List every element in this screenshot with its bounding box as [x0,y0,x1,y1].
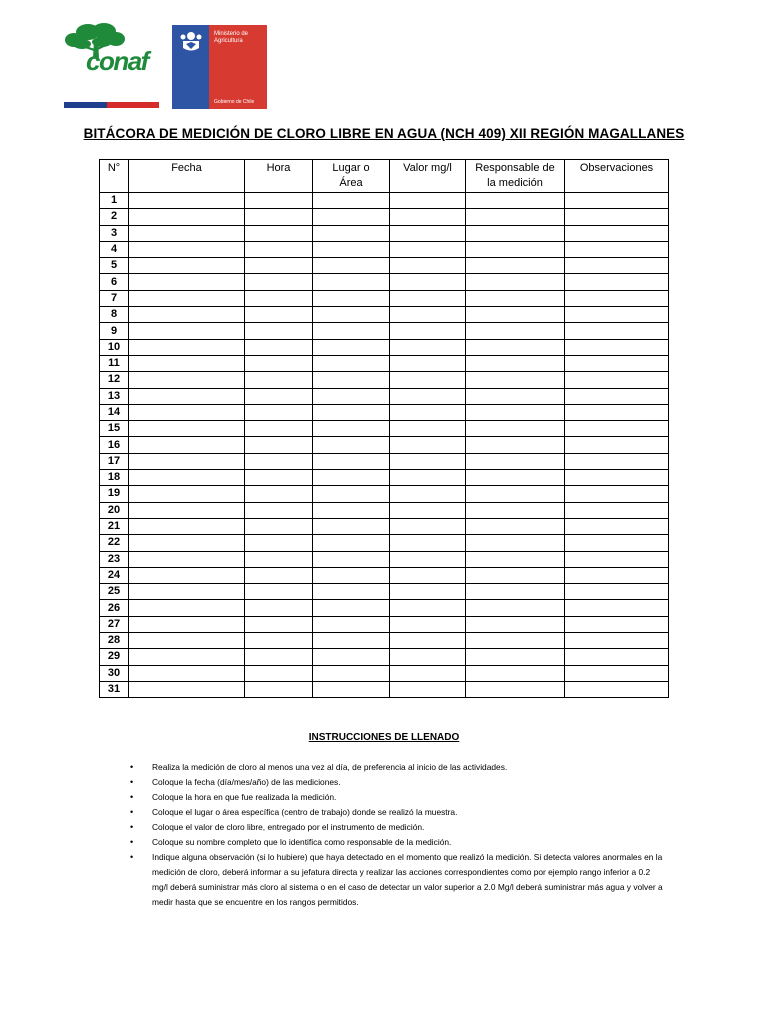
instruction-item: • Coloque la hora en que fue realizada la medición. [127,790,663,805]
entry-cell[interactable] [466,225,565,241]
entry-cell[interactable] [129,567,245,583]
entry-cell[interactable] [313,616,390,632]
entry-cell[interactable] [466,681,565,697]
row-number: 8 [100,307,129,323]
entry-cell[interactable] [313,307,390,323]
entry-cell[interactable] [129,502,245,518]
table-row [100,633,669,649]
measurement-log-table [99,159,669,698]
row-number: 3 [100,225,129,241]
entry-cell[interactable] [390,421,466,437]
entry-cell[interactable] [565,404,669,420]
entry-cell[interactable] [390,535,466,551]
entry-cell[interactable] [466,307,565,323]
entry-cell[interactable] [565,290,669,306]
entry-cell[interactable] [313,453,390,469]
table-row [100,355,669,371]
table-row [100,535,669,551]
row-number: 13 [100,388,129,404]
column-header: N° [100,160,129,193]
row-number: 25 [100,584,129,600]
entry-cell[interactable] [313,193,390,209]
instructions-heading: INSTRUCCIONES DE LLENADO [308,732,460,743]
entry-cell[interactable] [466,486,565,502]
entry-cell[interactable] [565,209,669,225]
entry-cell[interactable] [245,290,313,306]
row-number: 11 [100,355,129,371]
entry-cell[interactable] [466,567,565,583]
entry-cell[interactable] [129,241,245,257]
entry-cell[interactable] [390,209,466,225]
entry-cell[interactable] [390,241,466,257]
entry-cell[interactable] [390,437,466,453]
entry-cell[interactable] [565,339,669,355]
column-header: Hora [245,160,313,193]
entry-cell[interactable] [245,453,313,469]
row-number: 23 [100,551,129,567]
entry-cell[interactable] [129,323,245,339]
instruction-item: • Coloque el valor de cloro libre, entregado por el instrumento de medición. [127,820,663,835]
table-row [100,502,669,518]
entry-cell[interactable] [245,649,313,665]
entry-cell[interactable] [313,567,390,583]
entry-cell[interactable] [129,339,245,355]
entry-cell[interactable] [390,193,466,209]
entry-cell[interactable] [466,665,565,681]
entry-cell[interactable] [466,323,565,339]
entry-cell[interactable] [466,616,565,632]
entry-cell[interactable] [245,681,313,697]
entry-cell[interactable] [129,421,245,437]
entry-cell[interactable] [129,681,245,697]
table-row [100,551,669,567]
entry-cell[interactable] [313,372,390,388]
table-row [100,339,669,355]
entry-cell[interactable] [313,518,390,534]
entry-cell[interactable] [390,290,466,306]
entry-cell[interactable] [565,567,669,583]
row-number: 19 [100,486,129,502]
table-row [100,258,669,274]
table-row [100,665,669,681]
entry-cell[interactable] [313,225,390,241]
entry-cell[interactable] [565,551,669,567]
entry-cell[interactable] [565,502,669,518]
table-row [100,388,669,404]
row-number: 15 [100,421,129,437]
entry-cell[interactable] [565,633,669,649]
entry-cell[interactable] [129,584,245,600]
entry-cell[interactable] [466,372,565,388]
row-number: 24 [100,567,129,583]
row-number: 4 [100,241,129,257]
entry-cell[interactable] [245,404,313,420]
entry-cell[interactable] [565,584,669,600]
entry-cell[interactable] [565,649,669,665]
entry-cell[interactable] [466,470,565,486]
entry-cell[interactable] [565,665,669,681]
entry-cell[interactable] [313,339,390,355]
row-number: 6 [100,274,129,290]
entry-cell[interactable] [466,502,565,518]
table-row [100,274,669,290]
entry-cell[interactable] [245,274,313,290]
entry-cell[interactable] [129,307,245,323]
entry-cell[interactable] [466,551,565,567]
entry-cell[interactable] [390,470,466,486]
entry-cell[interactable] [313,290,390,306]
entry-cell[interactable] [245,470,313,486]
entry-cell[interactable] [129,486,245,502]
column-header: Fecha [129,160,245,193]
row-number: 9 [100,323,129,339]
column-header: Lugar o Área [313,160,390,193]
entry-cell[interactable] [390,665,466,681]
entry-cell[interactable] [313,551,390,567]
entry-cell[interactable] [313,681,390,697]
entry-cell[interactable] [466,355,565,371]
entry-cell[interactable] [313,437,390,453]
table-row [100,307,669,323]
entry-cell[interactable] [565,486,669,502]
entry-cell[interactable] [390,551,466,567]
entry-cell[interactable] [313,421,390,437]
entry-cell[interactable] [565,323,669,339]
entry-cell[interactable] [129,372,245,388]
table-row [100,421,669,437]
table-row [100,518,669,534]
column-header: Responsable de la medición [466,160,565,193]
entry-cell[interactable] [390,225,466,241]
row-number: 10 [100,339,129,355]
entry-cell[interactable] [390,681,466,697]
table-row [100,437,669,453]
entry-cell[interactable] [390,355,466,371]
instruction-item: • Coloque la fecha (día/mes/año) de las mediciones. [127,775,663,790]
table-row [100,453,669,469]
row-number: 1 [100,193,129,209]
entry-cell[interactable] [466,388,565,404]
entry-cell[interactable] [390,453,466,469]
entry-cell[interactable] [245,437,313,453]
entry-cell[interactable] [466,274,565,290]
entry-cell[interactable] [313,633,390,649]
entry-cell[interactable] [129,470,245,486]
entry-cell[interactable] [245,193,313,209]
entry-cell[interactable] [565,193,669,209]
row-number: 22 [100,535,129,551]
entry-cell[interactable] [245,225,313,241]
instruction-item: • Indique alguna observación (si lo hubiere) que haya detectado en el momento que realizó la medición. Si detecta valores anormales en la medición de cloro, deberá informar a su jefatura directa y realizar las acciones correspondientes como por ejemplo rango inferior a 0.2 mg/l deberá suministrar más cloro al sistema o en el caso de detectar un valor superior a 2.0 Mg/l deberá suministrar más agua y volver a medir hasta que se encuentre en los rangos permitidos. [127,850,663,910]
entry-cell[interactable] [129,290,245,306]
entry-cell[interactable] [129,193,245,209]
entry-cell[interactable] [390,649,466,665]
conaf-color-bar [64,102,159,108]
entry-cell[interactable] [245,372,313,388]
entry-cell[interactable] [390,486,466,502]
entry-cell[interactable] [466,404,565,420]
entry-cell[interactable] [245,665,313,681]
entry-cell[interactable] [313,258,390,274]
entry-cell[interactable] [466,258,565,274]
entry-cell[interactable] [129,551,245,567]
entry-cell[interactable] [245,209,313,225]
entry-cell[interactable] [565,470,669,486]
entry-cell[interactable] [245,567,313,583]
entry-cell[interactable] [313,323,390,339]
entry-cell[interactable] [129,649,245,665]
table-row [100,404,669,420]
row-number: 18 [100,470,129,486]
table-row [100,323,669,339]
table-row [100,225,669,241]
entry-cell[interactable] [565,421,669,437]
entry-cell[interactable] [390,339,466,355]
entry-cell[interactable] [390,633,466,649]
entry-cell[interactable] [245,486,313,502]
entry-cell[interactable] [313,209,390,225]
entry-cell[interactable] [565,616,669,632]
entry-cell[interactable] [313,388,390,404]
entry-cell[interactable] [466,535,565,551]
row-number: 28 [100,633,129,649]
instruction-item: • Realiza la medición de cloro al menos una vez al día, de preferencia al inicio de las actividades. [127,760,663,775]
row-number: 5 [100,258,129,274]
entry-cell[interactable] [245,616,313,632]
entry-cell[interactable] [245,502,313,518]
entry-cell[interactable] [245,518,313,534]
entry-cell[interactable] [245,339,313,355]
entry-cell[interactable] [390,274,466,290]
entry-cell[interactable] [129,274,245,290]
entry-cell[interactable] [245,551,313,567]
table-row [100,193,669,209]
ministry-name: Ministerio de Agricultura [214,31,249,44]
entry-cell[interactable] [466,339,565,355]
entry-cell[interactable] [129,518,245,534]
entry-cell[interactable] [245,584,313,600]
entry-cell[interactable] [313,241,390,257]
entry-cell[interactable] [245,258,313,274]
entry-cell[interactable] [466,600,565,616]
entry-cell[interactable] [466,518,565,534]
entry-cell[interactable] [565,600,669,616]
entry-cell[interactable] [390,372,466,388]
entry-cell[interactable] [245,323,313,339]
entry-cell[interactable] [129,453,245,469]
table-row [100,567,669,583]
entry-cell[interactable] [390,323,466,339]
entry-cell[interactable] [390,584,466,600]
column-header: Valor mg/l [390,160,466,193]
entry-cell[interactable] [129,258,245,274]
table-row [100,372,669,388]
entry-cell[interactable] [390,616,466,632]
table-row [100,616,669,632]
entry-cell[interactable] [466,584,565,600]
entry-cell[interactable] [129,225,245,241]
entry-cell[interactable] [466,633,565,649]
entry-cell[interactable] [390,518,466,534]
entry-cell[interactable] [129,355,245,371]
entry-cell[interactable] [245,307,313,323]
entry-cell[interactable] [245,535,313,551]
instruction-item: • Coloque su nombre completo que lo identifica como responsable de la medición. [127,835,663,850]
row-number: 21 [100,518,129,534]
entry-cell[interactable] [313,665,390,681]
entry-cell[interactable] [129,209,245,225]
entry-cell[interactable] [565,535,669,551]
entry-cell[interactable] [245,388,313,404]
entry-cell[interactable] [565,453,669,469]
entry-cell[interactable] [466,193,565,209]
entry-cell[interactable] [313,600,390,616]
entry-cell[interactable] [129,388,245,404]
entry-cell[interactable] [466,241,565,257]
row-number: 31 [100,681,129,697]
entry-cell[interactable] [313,486,390,502]
instruction-item: • Coloque el lugar o área específica (centro de trabajo) donde se realizó la muestra. [127,805,663,820]
entry-cell[interactable] [565,518,669,534]
entry-cell[interactable] [390,502,466,518]
entry-cell[interactable] [313,355,390,371]
document-title: BITÁCORA DE MEDICIÓN DE CLORO LIBRE EN AGUA (NCH 409) XII REGIÓN MAGALLANES [83,126,685,141]
table-row [100,470,669,486]
entry-cell[interactable] [390,567,466,583]
entry-cell[interactable] [313,584,390,600]
entry-cell[interactable] [313,535,390,551]
entry-cell[interactable] [313,470,390,486]
entry-cell[interactable] [129,535,245,551]
entry-cell[interactable] [245,355,313,371]
table-row [100,681,669,697]
entry-cell[interactable] [466,453,565,469]
entry-cell[interactable] [466,421,565,437]
entry-cell[interactable] [565,372,669,388]
row-number: 2 [100,209,129,225]
chile-crest-icon [178,29,204,53]
entry-cell[interactable] [245,633,313,649]
ministry-logo [172,25,267,109]
entry-cell[interactable] [313,649,390,665]
entry-cell[interactable] [565,388,669,404]
entry-cell[interactable] [390,258,466,274]
entry-cell[interactable] [129,633,245,649]
entry-cell[interactable] [129,600,245,616]
entry-cell[interactable] [313,274,390,290]
table-row [100,649,669,665]
entry-cell[interactable] [565,225,669,241]
table-row [100,241,669,257]
entry-cell[interactable] [565,355,669,371]
conaf-logo [64,22,160,74]
table-row [100,486,669,502]
entry-cell[interactable] [466,649,565,665]
entry-cell[interactable] [390,404,466,420]
row-number: 16 [100,437,129,453]
row-number: 26 [100,600,129,616]
entry-cell[interactable] [245,600,313,616]
table-row [100,209,669,225]
entry-cell[interactable] [129,665,245,681]
entry-cell[interactable] [565,258,669,274]
row-number: 20 [100,502,129,518]
table-row [100,290,669,306]
entry-cell[interactable] [565,437,669,453]
entry-cell[interactable] [466,209,565,225]
row-number: 27 [100,616,129,632]
entry-cell[interactable] [565,241,669,257]
table-row [100,584,669,600]
entry-cell[interactable] [245,421,313,437]
entry-cell[interactable] [129,616,245,632]
conaf-logo-text: conaf [86,46,148,74]
entry-cell[interactable] [565,274,669,290]
entry-cell[interactable] [466,290,565,306]
entry-cell[interactable] [390,388,466,404]
instructions-list [127,760,663,910]
row-number: 30 [100,665,129,681]
row-number: 29 [100,649,129,665]
table-header-row [100,160,669,193]
ministry-footer: Gobierno de Chile [214,99,255,105]
row-number: 14 [100,404,129,420]
entry-cell[interactable] [129,404,245,420]
row-number: 12 [100,372,129,388]
column-header: Observaciones [565,160,669,193]
entry-cell[interactable] [245,241,313,257]
entry-cell[interactable] [565,681,669,697]
entry-cell[interactable] [466,437,565,453]
entry-cell[interactable] [390,307,466,323]
entry-cell[interactable] [129,437,245,453]
row-number: 7 [100,290,129,306]
page-header [0,0,768,115]
row-number: 17 [100,453,129,469]
table-row [100,600,669,616]
entry-cell[interactable] [390,600,466,616]
entry-cell[interactable] [313,404,390,420]
entry-cell[interactable] [565,307,669,323]
entry-cell[interactable] [313,502,390,518]
